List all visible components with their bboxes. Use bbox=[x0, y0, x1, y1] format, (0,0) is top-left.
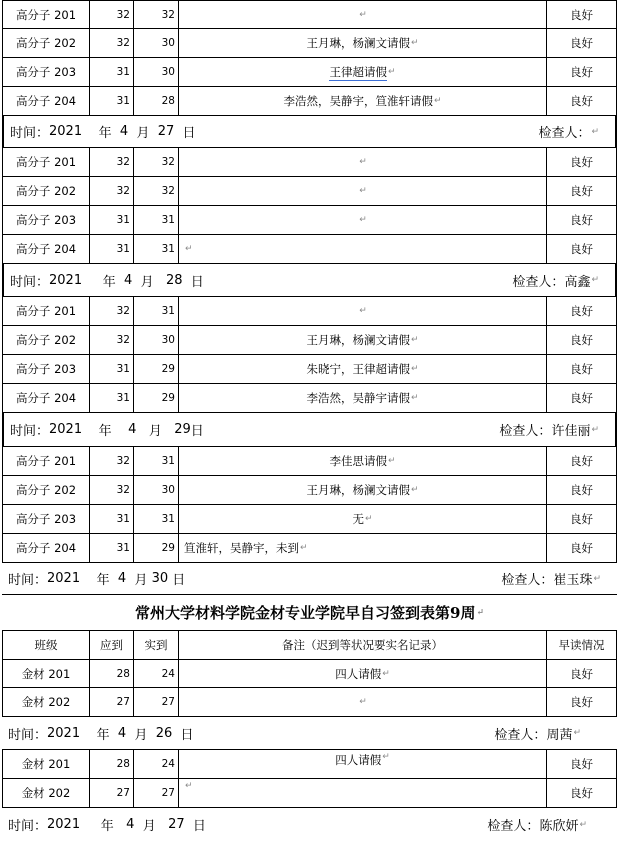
class-cell: 高分子 202 bbox=[3, 177, 90, 205]
status-cell: 良好 bbox=[570, 512, 593, 526]
present-cell: 31 bbox=[134, 235, 179, 263]
due-cell: 28 bbox=[90, 750, 134, 778]
status-cell: 良好 bbox=[570, 184, 593, 198]
remark-text: 无 bbox=[352, 512, 364, 526]
due-cell: 31 bbox=[90, 355, 134, 383]
time-row bbox=[2, 808, 617, 841]
table-row bbox=[2, 148, 617, 177]
table-row bbox=[2, 447, 617, 476]
paragraph-mark-icon: ↵ bbox=[382, 668, 390, 679]
time-row bbox=[2, 264, 617, 297]
remark-cell bbox=[179, 87, 547, 115]
present-cell: 30 bbox=[134, 476, 179, 504]
remark-cell bbox=[179, 447, 547, 475]
remark-cell bbox=[179, 1, 547, 28]
header-status: 早读情况 bbox=[558, 638, 605, 652]
inspector-line: 检查人： 周茜 ↵ bbox=[494, 717, 581, 749]
remark-text: 笪淮轩，吴静宇，未到 bbox=[184, 541, 299, 555]
paragraph-mark-icon: ↵ bbox=[387, 67, 396, 77]
date-line: 时间： 2021 年 4 月 27 日 bbox=[8, 817, 206, 834]
date-line: 时间： 2021 年 4 月 27 日 bbox=[10, 124, 196, 141]
table-row bbox=[2, 29, 617, 58]
class-cell: 高分子 203 bbox=[3, 505, 90, 533]
remark-cell bbox=[179, 660, 547, 687]
remark-cell bbox=[179, 355, 547, 383]
remark-text: 李佳思请假 bbox=[329, 454, 387, 468]
status-cell: 良好 bbox=[570, 695, 593, 709]
class-cell: 高分子 204 bbox=[3, 235, 90, 263]
remark-cell bbox=[179, 688, 547, 716]
status-cell: 良好 bbox=[570, 94, 593, 108]
paragraph-mark-icon: ↵ bbox=[382, 752, 390, 762]
inspector-line: 检查人： 崔玉珠 ↵ bbox=[501, 563, 601, 594]
table-row bbox=[2, 534, 617, 563]
status-cell: 良好 bbox=[570, 666, 593, 681]
class-cell: 高分子 201 bbox=[3, 447, 90, 475]
remark-text: 王月琳，杨澜文请假 bbox=[306, 483, 410, 497]
inspector-line: 检查人： 高鑫 ↵ bbox=[512, 264, 599, 296]
status-cell: 良好 bbox=[570, 454, 593, 468]
remark-cell bbox=[179, 235, 547, 263]
present-cell: 32 bbox=[134, 148, 179, 176]
present-cell: 30 bbox=[134, 58, 179, 86]
table-row bbox=[2, 476, 617, 505]
paragraph-mark-icon: ↵ bbox=[185, 244, 193, 254]
inspector-line: 检查人： ↵ bbox=[538, 126, 599, 141]
remark-cell bbox=[179, 476, 547, 504]
paragraph-mark-icon: ↵ bbox=[300, 543, 308, 553]
due-cell: 32 bbox=[90, 148, 134, 176]
table-row bbox=[2, 87, 617, 116]
table-row bbox=[2, 206, 617, 235]
remark-text: 四人请假 bbox=[335, 753, 382, 767]
status-cell: 良好 bbox=[570, 242, 593, 256]
remark-cell bbox=[179, 58, 547, 86]
due-cell: 31 bbox=[90, 384, 134, 412]
header-present: 实到 bbox=[134, 631, 179, 659]
date-line: 时间： 2021 年 4 月 26 日 bbox=[8, 725, 194, 743]
status-cell: 良好 bbox=[570, 333, 593, 347]
inspector-name: 许佳丽 bbox=[551, 424, 591, 439]
remark-text: 王律超请假 bbox=[329, 64, 387, 79]
present-cell: 29 bbox=[134, 384, 179, 412]
remark-text: 李浩然，吴静宇请假 bbox=[306, 391, 410, 405]
header-class: 班级 bbox=[3, 631, 90, 659]
due-cell: 32 bbox=[90, 447, 134, 475]
paragraph-mark-icon: ↵ bbox=[410, 335, 419, 345]
inspector-name: 周茜 bbox=[546, 727, 573, 743]
class-cell: 高分子 201 bbox=[3, 1, 90, 28]
remark-cell bbox=[179, 177, 547, 205]
paragraph-mark-icon: ↵ bbox=[410, 364, 419, 374]
time-row bbox=[2, 413, 617, 447]
table-row bbox=[2, 297, 617, 326]
present-cell: 30 bbox=[134, 29, 179, 57]
table-row bbox=[2, 58, 617, 87]
class-cell: 高分子 204 bbox=[3, 384, 90, 412]
due-cell: 31 bbox=[90, 534, 134, 562]
status-cell: 良好 bbox=[570, 155, 593, 169]
time-row bbox=[2, 717, 617, 750]
paragraph-mark-icon: ↵ bbox=[359, 157, 367, 167]
status-cell: 良好 bbox=[570, 213, 593, 227]
paragraph-mark-icon: ↵ bbox=[359, 306, 367, 316]
due-cell: 31 bbox=[90, 87, 134, 115]
class-cell: 金材 201 bbox=[3, 660, 90, 687]
present-cell: 31 bbox=[134, 206, 179, 234]
paragraph-mark-icon: ↵ bbox=[359, 186, 367, 196]
due-cell: 32 bbox=[90, 29, 134, 57]
header-due: 应到 bbox=[90, 631, 134, 659]
table-row bbox=[2, 384, 617, 413]
due-cell: 27 bbox=[90, 779, 134, 807]
present-cell: 31 bbox=[134, 297, 179, 325]
table-row bbox=[2, 750, 617, 779]
remark-text: 朱晓宁，王律超请假 bbox=[306, 362, 410, 376]
present-cell: 31 bbox=[134, 505, 179, 533]
present-cell: 24 bbox=[134, 660, 179, 687]
status-cell: 良好 bbox=[570, 304, 593, 318]
remark-cell bbox=[179, 750, 547, 778]
due-cell: 31 bbox=[90, 505, 134, 533]
paragraph-mark-icon: ↵ bbox=[433, 96, 442, 106]
class-cell: 高分子 202 bbox=[3, 29, 90, 57]
paragraph-mark-icon: ↵ bbox=[359, 9, 367, 20]
due-cell: 28 bbox=[90, 660, 134, 687]
status-cell: 良好 bbox=[570, 391, 593, 405]
class-cell: 金材 202 bbox=[3, 779, 90, 807]
inspector-name: 崔玉珠 bbox=[553, 573, 593, 588]
due-cell: 32 bbox=[90, 1, 134, 28]
remark-text: 李浩然，吴静宇，笪淮轩请假 bbox=[283, 94, 433, 108]
class-cell: 高分子 203 bbox=[3, 58, 90, 86]
inspector-name: 陈欣妍 bbox=[539, 819, 579, 834]
time-row bbox=[2, 563, 617, 595]
remark-cell bbox=[179, 326, 547, 354]
paragraph-mark-icon: ↵ bbox=[410, 38, 419, 48]
paragraph-mark-icon: ↵ bbox=[185, 781, 193, 791]
remark-cell bbox=[179, 206, 547, 234]
class-cell: 金材 202 bbox=[3, 688, 90, 716]
attendance-document bbox=[2, 0, 617, 841]
due-cell: 32 bbox=[90, 177, 134, 205]
paragraph-mark-icon: ↵ bbox=[364, 514, 373, 524]
due-cell: 31 bbox=[90, 206, 134, 234]
present-cell: 24 bbox=[134, 750, 179, 778]
present-cell: 29 bbox=[134, 355, 179, 383]
paragraph-mark-icon: ↵ bbox=[410, 485, 419, 495]
class-cell: 高分子 202 bbox=[3, 476, 90, 504]
remark-cell bbox=[179, 384, 547, 412]
due-cell: 31 bbox=[90, 235, 134, 263]
due-cell: 32 bbox=[90, 326, 134, 354]
due-cell: 32 bbox=[90, 297, 134, 325]
class-cell: 高分子 204 bbox=[3, 534, 90, 562]
present-cell: 32 bbox=[134, 177, 179, 205]
table-row bbox=[2, 326, 617, 355]
paragraph-mark-icon: ↵ bbox=[410, 393, 419, 403]
present-cell: 27 bbox=[134, 779, 179, 807]
status-cell: 良好 bbox=[570, 7, 593, 22]
table-row bbox=[2, 779, 617, 808]
date-line: 时间： 2021 年 4 月 28 日 bbox=[10, 272, 204, 290]
status-cell: 良好 bbox=[570, 65, 593, 79]
inspector-line: 检查人： 许佳丽 ↵ bbox=[499, 413, 599, 446]
date-line: 时间： 2021 年 4 月 29 日 bbox=[10, 422, 204, 439]
inspector-name: 高鑫 bbox=[564, 274, 591, 290]
status-cell: 良好 bbox=[570, 483, 593, 497]
status-cell: 良好 bbox=[570, 786, 593, 800]
class-cell: 高分子 202 bbox=[3, 326, 90, 354]
remark-text: 王月琳，杨澜文请假 bbox=[306, 333, 410, 347]
table-row bbox=[2, 660, 617, 688]
table-row bbox=[2, 505, 617, 534]
remark-cell bbox=[179, 779, 547, 807]
present-cell: 32 bbox=[134, 1, 179, 28]
time-row bbox=[2, 116, 617, 148]
status-cell: 良好 bbox=[570, 757, 593, 771]
due-cell: 31 bbox=[90, 58, 134, 86]
present-cell: 28 bbox=[134, 87, 179, 115]
paragraph-mark-icon: ↵ bbox=[359, 215, 367, 225]
inspector-line: 检查人： 陈欣妍 ↵ bbox=[487, 808, 587, 841]
remark-text: 王月琳，杨澜文请假 bbox=[306, 36, 410, 50]
remark-cell bbox=[179, 505, 547, 533]
remark-cell bbox=[179, 297, 547, 325]
class-cell: 金材 201 bbox=[3, 750, 90, 778]
remark-cell bbox=[179, 148, 547, 176]
date-line: 时间： 2021 年 4 月 30 日 bbox=[8, 571, 186, 588]
class-cell: 高分子 203 bbox=[3, 206, 90, 234]
class-cell: 高分子 201 bbox=[3, 297, 90, 325]
section-title: 常州大学材料学院金材专业学院早自习签到表 第 9 周 ↵ bbox=[2, 595, 617, 631]
status-cell: 良好 bbox=[570, 541, 593, 555]
status-cell: 良好 bbox=[570, 36, 593, 50]
paragraph-mark-icon: ↵ bbox=[387, 456, 396, 466]
class-cell: 高分子 203 bbox=[3, 355, 90, 383]
table-row bbox=[2, 235, 617, 264]
remark-cell bbox=[179, 534, 547, 562]
due-cell: 27 bbox=[90, 688, 134, 716]
remark-cell bbox=[179, 29, 547, 57]
table-row bbox=[2, 0, 617, 29]
header-remark: 备注（迟到等状况要实名记录） bbox=[179, 631, 547, 659]
present-cell: 29 bbox=[134, 534, 179, 562]
table-row bbox=[2, 355, 617, 384]
table-row bbox=[2, 688, 617, 717]
remark-text: 四人请假 bbox=[335, 666, 382, 681]
class-cell: 高分子 204 bbox=[3, 87, 90, 115]
due-cell: 32 bbox=[90, 476, 134, 504]
present-cell: 30 bbox=[134, 326, 179, 354]
table-header bbox=[2, 631, 617, 660]
paragraph-mark-icon: ↵ bbox=[359, 697, 367, 707]
class-cell: 高分子 201 bbox=[3, 148, 90, 176]
status-cell: 良好 bbox=[570, 362, 593, 376]
present-cell: 31 bbox=[134, 447, 179, 475]
table-row bbox=[2, 177, 617, 206]
present-cell: 27 bbox=[134, 688, 179, 716]
